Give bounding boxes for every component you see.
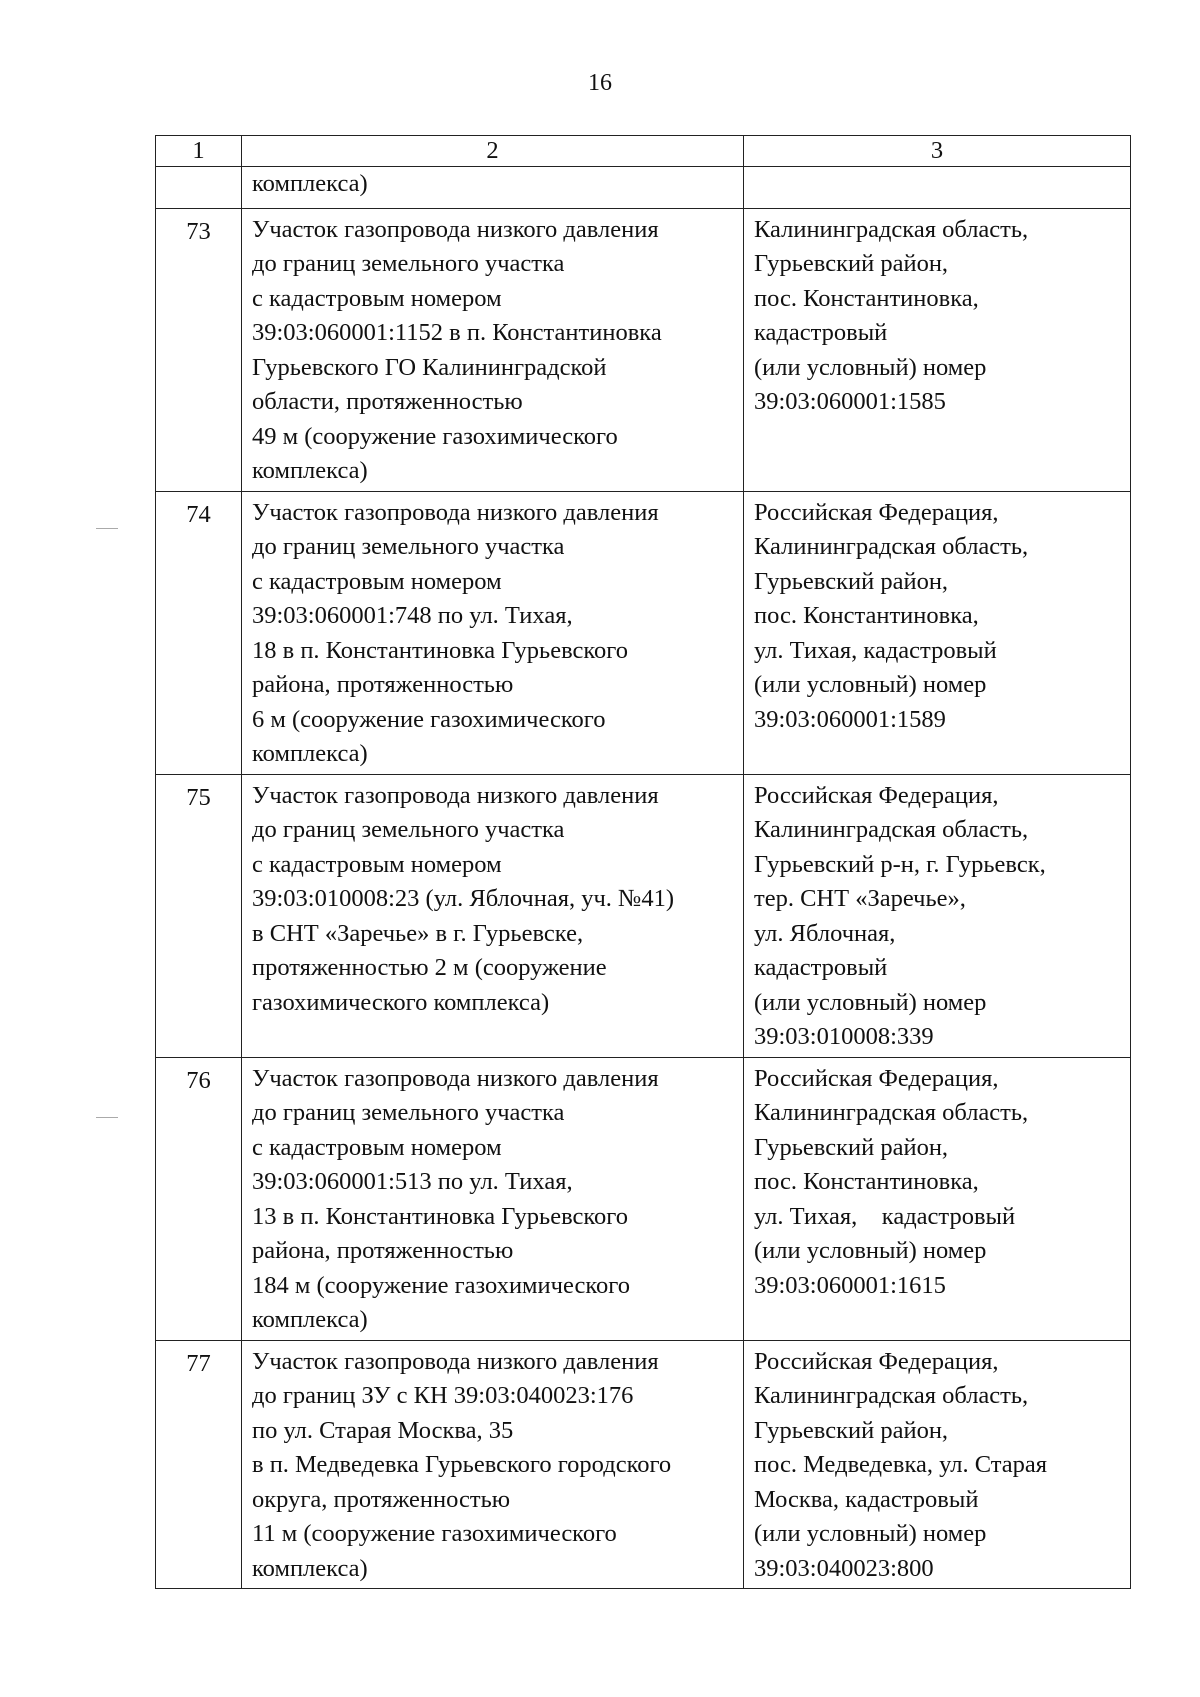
description-cell [242,1340,744,1589]
description-line: в п. Медведевка Гурьевского городского [252,1451,672,1478]
description-cell [242,491,744,774]
description-line: комплекса) [252,1554,368,1582]
description-line: до границ земельного участка [252,533,565,560]
address-line: 39:03:060001:1585 [754,388,946,415]
address-line: ул. Тихая, кадастровый [754,1202,1016,1230]
description-line: комплекса) [252,457,368,484]
row-number-cell: 75 [156,774,242,1057]
column-header-2: 2 [242,136,744,167]
address-cell [744,1057,1131,1340]
column-header-3: 3 [744,136,1131,167]
address-line: Калининградская область, [754,1099,1029,1126]
address-cell [744,208,1131,491]
address-line: 39:03:060001:1589 [754,705,946,733]
description-line: 18 в п. Константиновка Гурьевского [252,636,628,664]
description-line: Участок газопровода низкого давления [252,498,659,526]
address-line: Гурьевский р-н, г. Гурьевск, [754,850,1046,878]
address-line: ул. Тихая, кадастровый [754,636,997,664]
page-number: 16 [588,70,612,96]
address-line: 39:03:040023:800 [754,1554,934,1582]
table-body [156,167,1131,1589]
row-number-cell: 74 [156,491,242,774]
address-line: Российская Федерация, [754,1347,999,1375]
description-line: Участок газопровода низкого давления [252,215,659,243]
header-row [156,136,1131,167]
address-line: ул. Яблочная, [754,919,896,947]
address-line: Калининградская область, [754,1382,1029,1409]
description-line: до границ земельного участка [252,250,565,277]
address-line: Гурьевский район, [754,1416,949,1444]
address-line: (или условный) номер [754,988,987,1016]
address-line: пос. Константиновка, [754,602,979,629]
address-line: Российская Федерация, [754,781,999,809]
table-row [156,774,1131,1057]
description-line: 39:03:060001:1152 в п. Константиновка [252,319,662,346]
address-line: Российская Федерация, [754,1064,999,1092]
description-line: с кадастровым номером [252,850,502,878]
address-line: (или условный) номер [754,353,987,381]
address-line: Гурьевский район, [754,250,949,277]
description-line: 49 м (сооружение газохимического [252,422,618,450]
address-line: (или условный) номер [754,1237,987,1264]
description-line: газохимического комплекса) [252,988,550,1016]
description-cell [242,1057,744,1340]
scan-mark [96,1117,118,1118]
description-line: комплекса) [252,1306,368,1333]
description-line: в СНТ «Заречье» в г. Гурьевске, [252,919,584,947]
address-line: (или условный) номер [754,1520,987,1547]
description-line: района, протяженностью [252,671,514,698]
address-line: Калининградская область, [754,533,1029,560]
description-line: до границ земельного участка [252,816,565,843]
description-line: области, протяженностью [252,388,523,415]
address-line: пос. Медведевка, ул. Старая [754,1451,1048,1478]
description-line: с кадастровым номером [252,284,502,312]
table-row [156,1057,1131,1340]
address-line: (или условный) номер [754,671,987,698]
table-row [156,491,1131,774]
description-line: 39:03:010008:23 (ул. Яблочная, уч. №41) [252,885,675,912]
address-line: Гурьевский район, [754,1133,949,1161]
description-line: 13 в п. Константиновка Гурьевского [252,1202,628,1230]
description-cell [242,167,744,209]
address-line: Калининградская область, [754,816,1029,843]
description-line: 39:03:060001:513 по ул. Тихая, [252,1168,573,1195]
description-line: 39:03:060001:748 по ул. Тихая, [252,602,573,629]
description-line: Гурьевского ГО Калининградской [252,353,607,381]
description-line: района, протяженностью [252,1237,514,1264]
address-line: тер. СНТ «Заречье», [754,885,966,912]
description-line: с кадастровым номером [252,1133,502,1161]
description-line: 11 м (сооружение газохимического [252,1520,617,1547]
address-line: кадастровый [754,319,888,346]
address-cell [744,491,1131,774]
table-row [156,1340,1131,1589]
address-cell [744,1340,1131,1589]
description-line: Участок газопровода низкого давления [252,781,659,809]
registry-table [155,135,1131,1589]
description-cell [242,208,744,491]
description-line: с кадастровым номером [252,567,502,595]
address-line: Калининградская область, [754,215,1029,243]
address-line: 39:03:010008:339 [754,1023,934,1050]
row-number-cell [156,167,242,209]
description-cell [242,774,744,1057]
address-line: Российская Федерация, [754,498,999,526]
column-header-1: 1 [156,136,242,167]
description-line: до границ ЗУ с КН 39:03:040023:176 [252,1382,634,1409]
address-cell [744,167,1131,209]
table-row [156,208,1131,491]
description-line: Участок газопровода низкого давления [252,1064,659,1092]
address-line: Гурьевский район, [754,567,949,595]
address-line: пос. Константиновка, [754,1168,979,1195]
address-cell [744,774,1131,1057]
row-number-cell: 73 [156,208,242,491]
description-line: 6 м (сооружение газохимического [252,705,606,733]
description-line: 184 м (сооружение газохимического [252,1271,630,1299]
address-line: Москва, кадастровый [754,1485,979,1513]
description-line: округа, протяженностью [252,1485,511,1513]
description-line: протяженностью 2 м (сооружение [252,954,607,981]
description-line: по ул. Старая Москва, 35 [252,1416,514,1444]
description-line: комплекса) [252,170,368,197]
scan-mark [96,528,118,529]
description-line: Участок газопровода низкого давления [252,1347,659,1375]
description-line: комплекса) [252,740,368,767]
description-line: до границ земельного участка [252,1099,565,1126]
address-line: пос. Константиновка, [754,284,979,312]
row-number-cell: 77 [156,1340,242,1589]
address-line: 39:03:060001:1615 [754,1271,946,1299]
address-line: кадастровый [754,954,888,981]
row-number-cell: 76 [156,1057,242,1340]
continuation-row [156,167,1131,209]
